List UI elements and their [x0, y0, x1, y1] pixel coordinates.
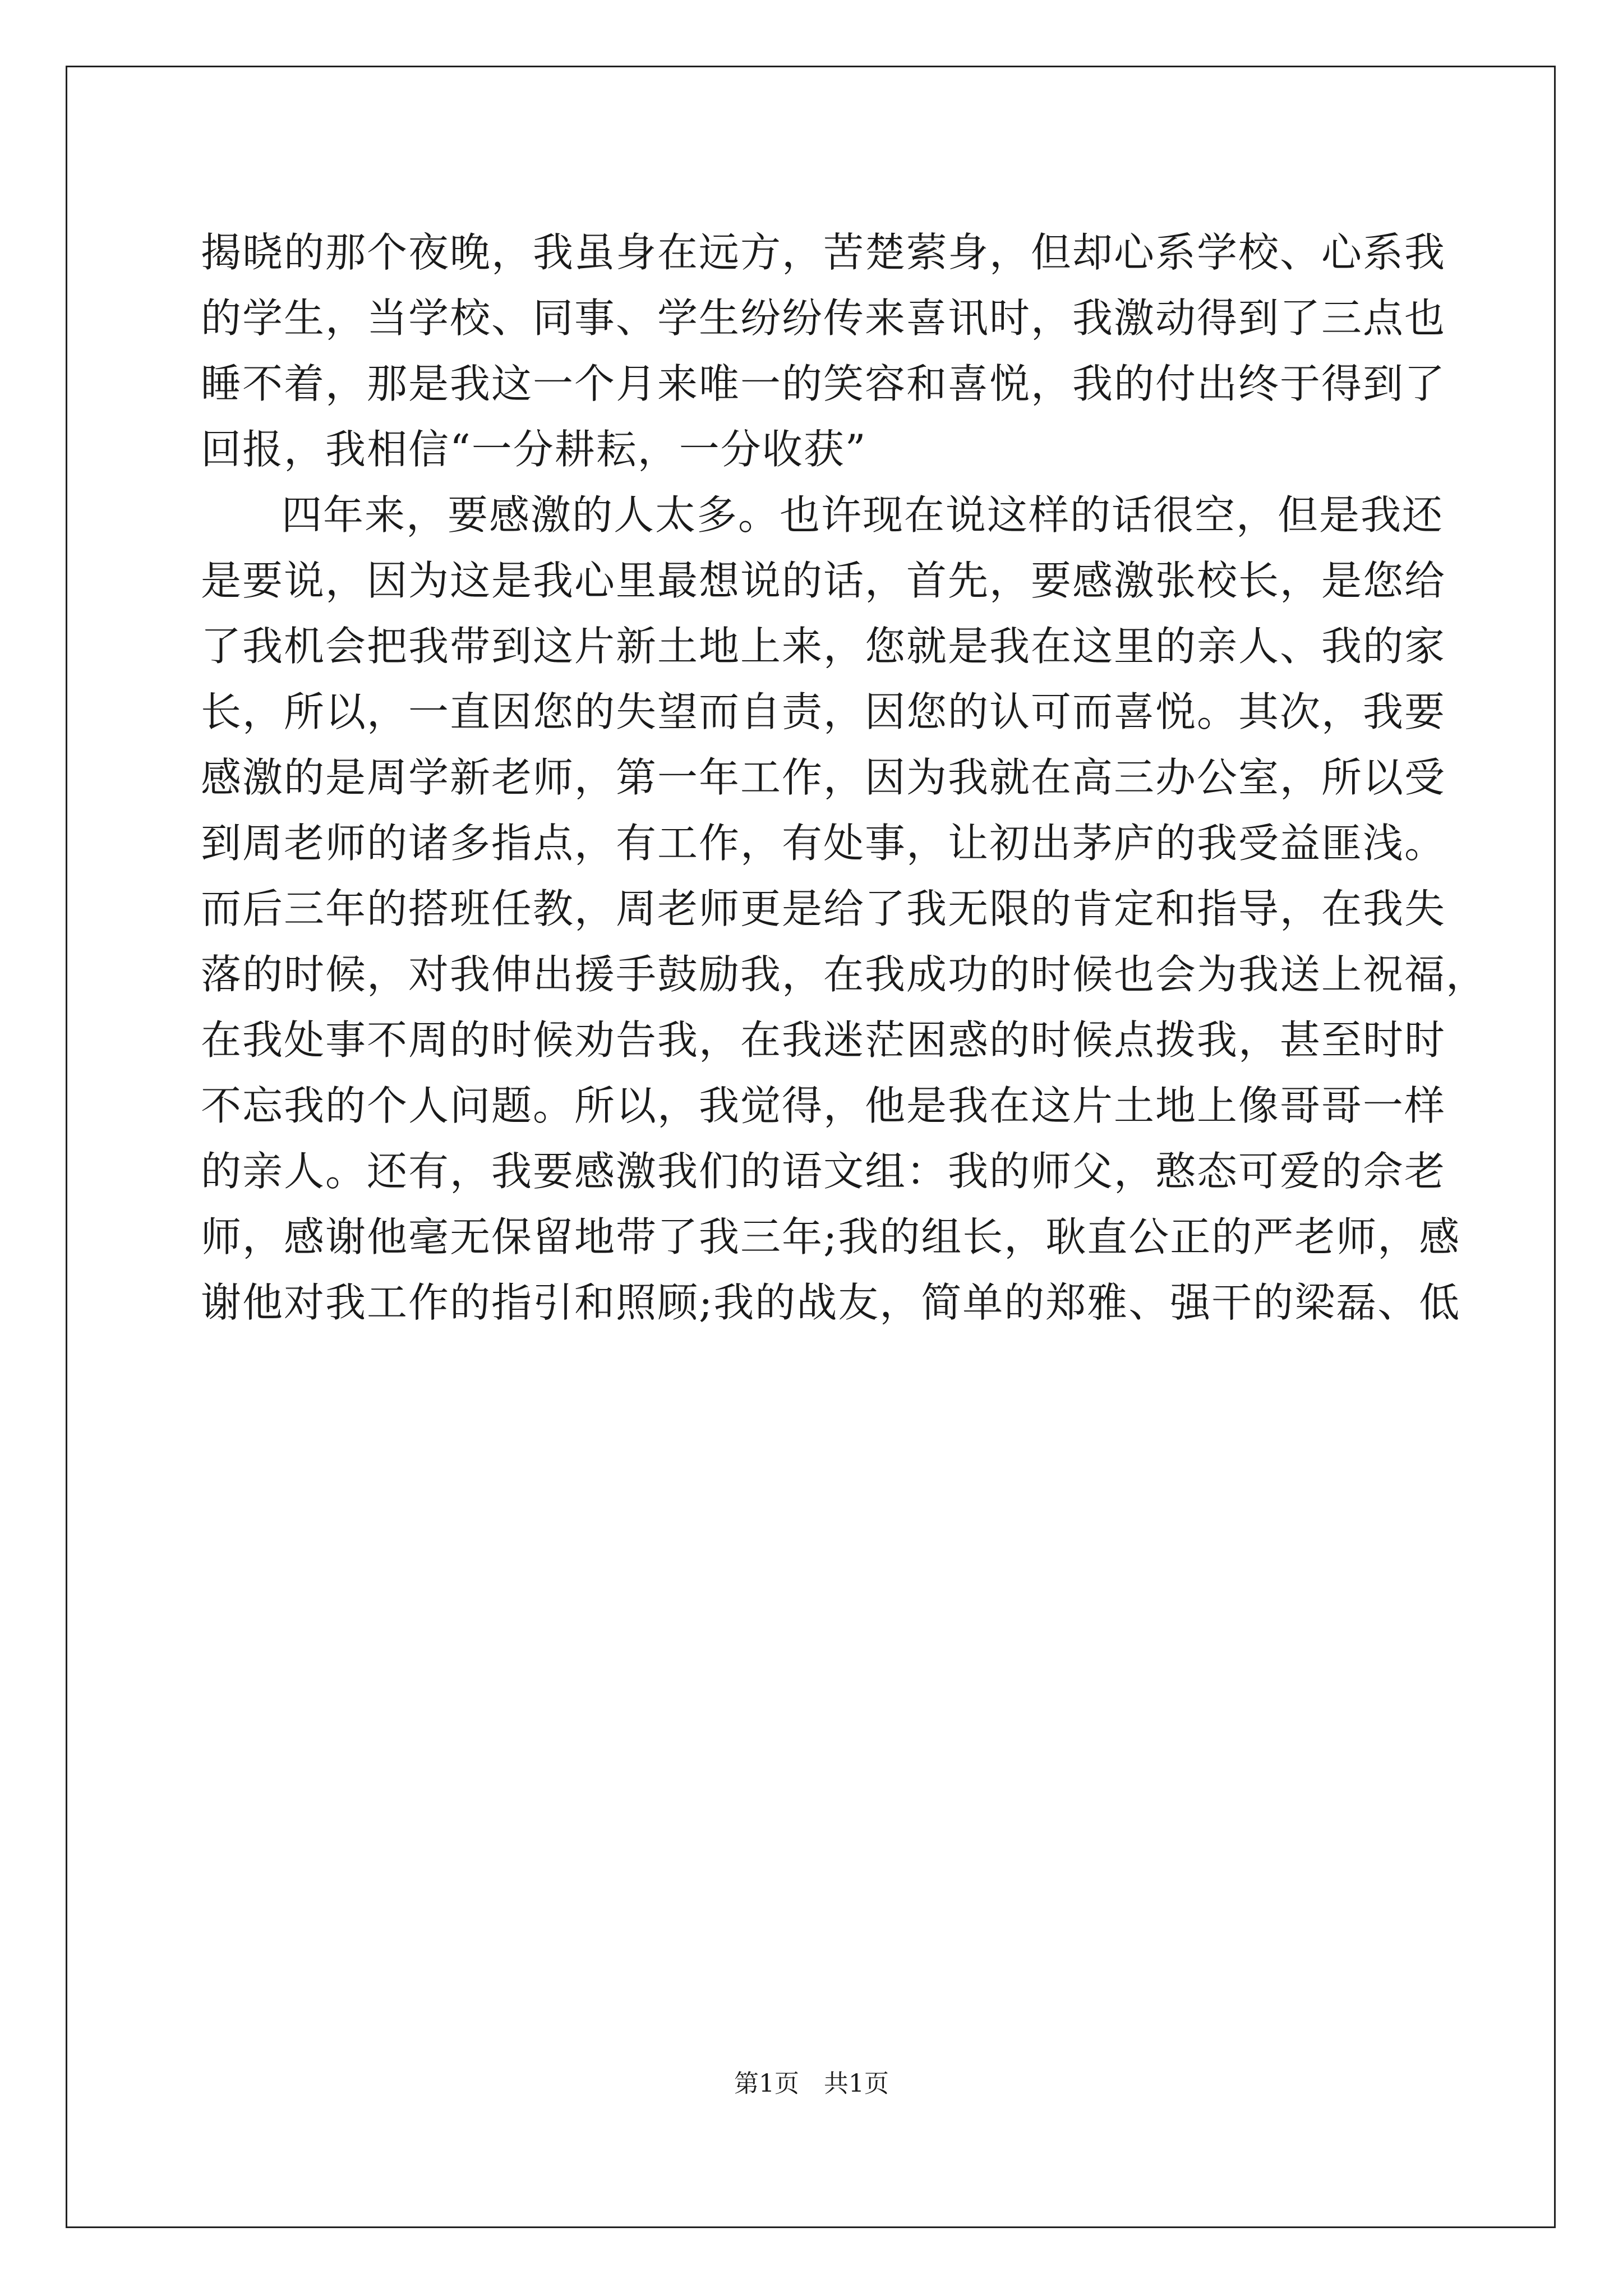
text-line: 了我机会把我带到这片新土地上来，您就是我在这里的亲人、我的家	[201, 623, 1446, 670]
text-line: 在我处事不周的时候劝告我，在我迷茫困惑的时候点拨我，甚至时时	[201, 1016, 1446, 1064]
text-line: 的亲人。还有，我要感激我们的语文组：我的师父，憨态可爱的佘老	[201, 1148, 1446, 1195]
text-line: 不忘我的个人问题。所以，我觉得，他是我在这片土地上像哥哥一样	[201, 1082, 1446, 1129]
text-line: 而后三年的搭班任教，周老师更是给了我无限的肯定和指导，在我失	[201, 885, 1446, 932]
text-line: 长，所以，一直因您的失望而自责，因您的认可而喜悦。其次，我要	[201, 688, 1446, 735]
text-line: 是要说，因为这是我心里最想说的话，首先，要感激张校长，是您给	[201, 557, 1446, 604]
text-line: 睡不着，那是我这一个月来唯一的笑容和喜悦，我的付出终于得到了	[201, 360, 1446, 407]
text-line: 师，感谢他毫无保留地带了我三年;我的组长，耿直公正的严老师，感	[201, 1213, 1461, 1260]
text-line: 的学生，当学校、同事、学生纷纷传来喜讯时，我激动得到了三点也	[201, 295, 1446, 342]
text-line: 到周老师的诸多指点，有工作，有处事，让初出茅庐的我受益匪浅。	[201, 820, 1446, 867]
text-line: 落的时候，对我伸出援手鼓励我，在我成功的时候也会为我送上祝福，	[201, 951, 1488, 998]
text-line: 感激的是周学新老师，第一年工作，因为我就在高三办公室，所以受	[201, 754, 1446, 801]
text-line: 揭晓的那个夜晚，我虽身在远方，苦楚萦身，但却心系学校、心系我	[201, 229, 1446, 276]
paragraph-first-line: 四年来，要感激的人太多。也许现在说这样的话很空，但是我还	[282, 491, 1444, 539]
page-footer	[0, 2067, 1623, 2101]
page-total: 共1页	[824, 2069, 889, 2098]
page-number: 第1页	[734, 2069, 799, 2098]
text-line: 谢他对我工作的指引和照顾;我的战友，简单的郑雅、强干的梁磊、低	[201, 1279, 1461, 1326]
text-line: 回报，我相信“一分耕耘，一分收获”	[201, 426, 867, 473]
